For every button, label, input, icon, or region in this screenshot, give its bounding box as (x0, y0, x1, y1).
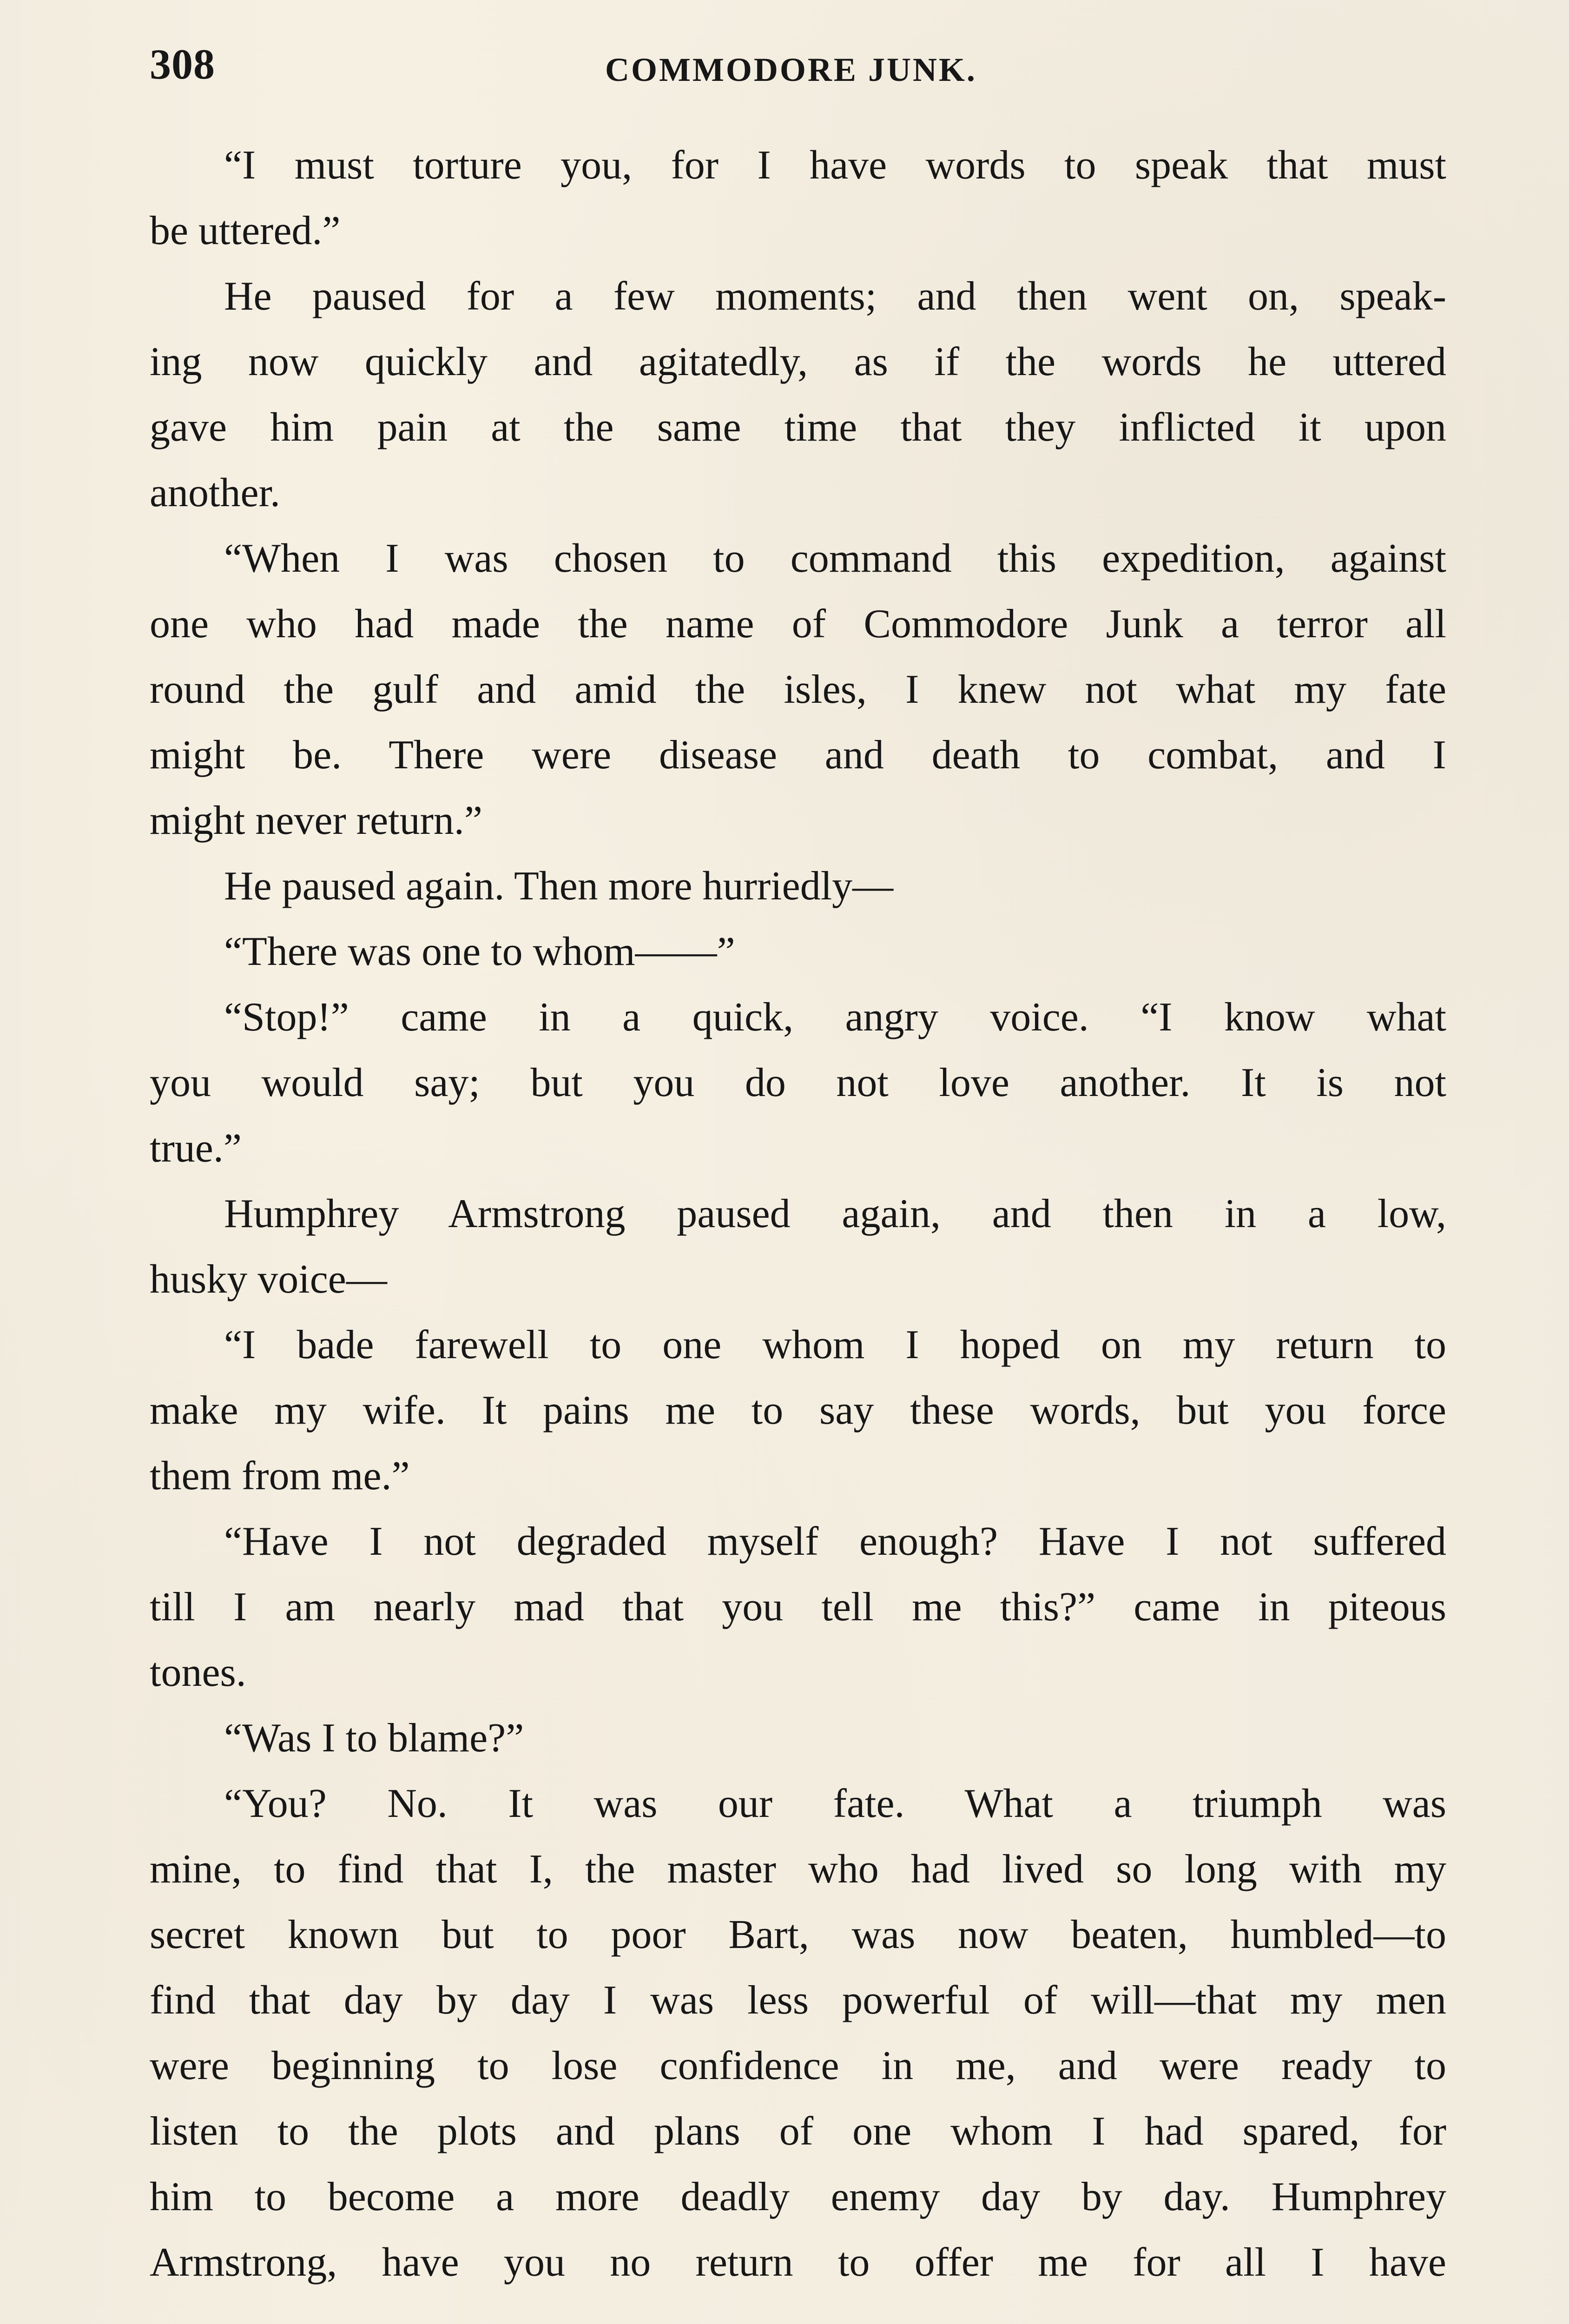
text-line-29: find that day by day I was less powerful of will—that my men (150, 1978, 1446, 2023)
text-line-08: one who had made the name of Commodore Junk a terror all (150, 601, 1446, 647)
text-line-03: He paused for a few moments; and then went on, speak- (224, 274, 1446, 319)
text-line-13: “There was one to whom——” (224, 929, 735, 974)
page-number: 308 (150, 40, 215, 88)
text-line-09: round the gulf and amid the isles, I knew not what my fate (150, 667, 1446, 712)
text-line-12: He paused again. Then more hurriedly— (224, 864, 894, 909)
text-line-28: secret known but to poor Bart, was now beaten, humbled—to (150, 1912, 1446, 1957)
text-line-24: tones. (150, 1650, 246, 1695)
text-line-04: ing now quickly and agitatedly, as if the words he uttered (150, 339, 1446, 384)
body-text (150, 132, 1446, 2295)
running-head: COMMODORE JUNK. (605, 51, 977, 88)
text-line-30: were beginning to lose confidence in me, and were ready to (150, 2043, 1446, 2088)
text-line-01: “I must torture you, for I have words to speak that must (224, 143, 1446, 188)
text-line-20: make my wife. It pains me to say these words, but you force (150, 1388, 1446, 1433)
text-line-23: till I am nearly mad that you tell me this?” came in piteous (150, 1585, 1446, 1630)
text-line-21: them from me.” (150, 1453, 410, 1499)
text-line-05: gave him pain at the same time that they inflicted it upon (150, 405, 1446, 450)
text-line-25: “Was I to blame?” (224, 1716, 524, 1761)
text-line-26: “You? No. It was our fate. What a triumph was (224, 1781, 1446, 1826)
text-line-02: be uttered.” (150, 208, 341, 253)
text-line-14: “Stop!” came in a quick, angry voice. “I know what (224, 995, 1446, 1040)
text-line-31: listen to the plots and plans of one whom I had spared, for (150, 2109, 1446, 2154)
text-line-32: him to become a more deadly enemy day by day. Humphrey (150, 2174, 1446, 2219)
text-line-11: might never return.” (150, 798, 482, 843)
text-line-19: “I bade farewell to one whom I hoped on my return to (224, 1322, 1446, 1367)
text-line-33: Armstrong, have you no return to offer me for all I have (150, 2240, 1446, 2285)
page-header (150, 40, 1446, 99)
text-line-07: “When I was chosen to command this expedition, against (224, 536, 1446, 581)
text-line-06: another. (150, 470, 281, 515)
text-line-22: “Have I not degraded myself enough? Have I not suffered (224, 1519, 1446, 1564)
text-line-17: Humphrey Armstrong paused again, and then in a low, (224, 1191, 1446, 1236)
text-line-16: true.” (150, 1126, 242, 1171)
text-line-27: mine, to find that I, the master who had lived so long with my (150, 1847, 1446, 1892)
text-line-10: might be. There were disease and death to combat, and I (150, 733, 1446, 778)
text-line-18: husky voice— (150, 1257, 387, 1302)
text-line-15: you would say; but you do not love another. It is not (150, 1060, 1446, 1105)
